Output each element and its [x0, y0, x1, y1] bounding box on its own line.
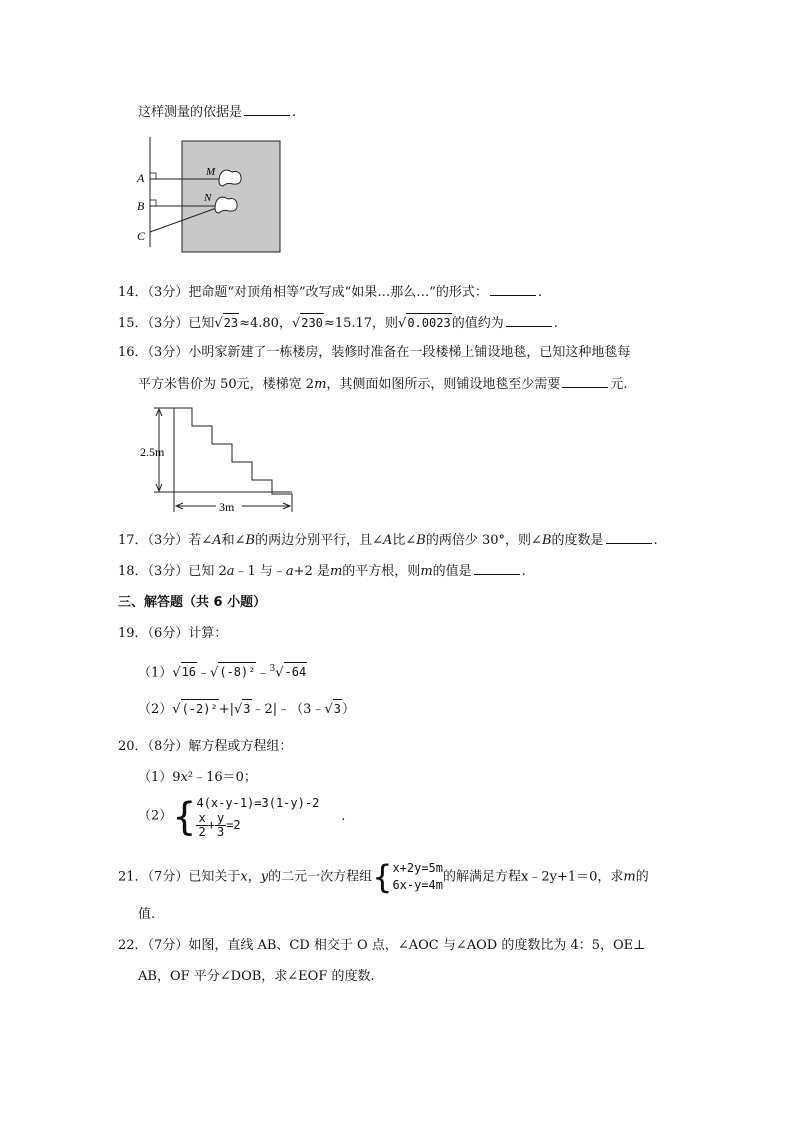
shaded-region [182, 141, 280, 252]
label-width: 3m [219, 500, 235, 514]
answer-blank [506, 314, 552, 327]
label-height: 2.5m [140, 445, 165, 459]
q13-tail: 这样测量的依据是 . [138, 105, 297, 120]
question-22-line1: 22．（7分）如图，直线 AB、CD 相交于 O 点，∠AOC 与∠AOD 的度数比为 4：5，OE⊥ [118, 938, 646, 953]
question-16-line2: 平方米售价为 50元，楼梯宽 2m，其侧面如图所示，则铺设地毯至少需要 元. [138, 377, 628, 392]
question-21-line2: 值. [138, 907, 156, 922]
figure-q16-staircase [140, 404, 300, 516]
section-heading-3: 三、解答题（共 6 小题） [118, 595, 267, 610]
question-19-part1: （1）√16﹣√(-8)²﹣$^3$√-64 [138, 664, 307, 681]
question-17: 17．（3分）若∠A和∠B的两边分别平行，且∠A比∠B的两倍少 30°，则∠B的度数是 . [118, 533, 658, 548]
label-a: A [137, 171, 145, 185]
question-20-part2: （2）{ 4(x-y-1)=3(1-y)-2 $\frac{x}{2}+$ $\frac{y}{3}=2$ . [138, 794, 346, 839]
label-b: B [137, 199, 145, 213]
question-19-part2: （2）√(-2)²+|√3﹣2|﹣（3﹣√3） [138, 699, 355, 719]
answer-blank [490, 283, 536, 296]
question-19: 19．（6分）计算： [118, 626, 228, 641]
label-c: C [137, 229, 146, 243]
question-22-line2: AB，OF 平分∠DOB，求∠EOF 的度数. [138, 969, 375, 984]
figure-q13 [134, 135, 284, 255]
question-18: 18．（3分）已知 2a﹣1 与﹣a+2 是m的平方根，则m的值是 . [118, 564, 526, 579]
answer-blank [562, 375, 608, 388]
question-21-line1: 21．（7分）已知关于x，y的二元一次方程组{ x+2y=5m 6x-y=4m 的解满足方程x﹣2y+1＝0，求m的 [118, 858, 649, 896]
pond-n [215, 197, 237, 213]
question-14: 14．（3分）把命题“对顶角相等”改写成“如果…那么…”的形式： . [118, 285, 543, 300]
answer-blank [606, 531, 652, 544]
label-n: N [204, 192, 212, 204]
question-15: 15．（3分）已知√23≈4.80，√230≈15.17，则√0.0023的值约为 . [118, 313, 558, 333]
question-16-line1: 16．（3分）小明家新建了一栋楼房，装修时准备在一段楼梯上铺设地毯，已知这种地毯每 [118, 345, 631, 360]
question-20-part1: （1）9x²﹣16＝0； [138, 770, 257, 785]
answer-blank [474, 562, 520, 575]
label-m: M [206, 166, 216, 178]
pond-m [219, 170, 241, 186]
answer-blank [244, 103, 290, 116]
question-20: 20．（8分）解方程或方程组： [118, 739, 293, 754]
